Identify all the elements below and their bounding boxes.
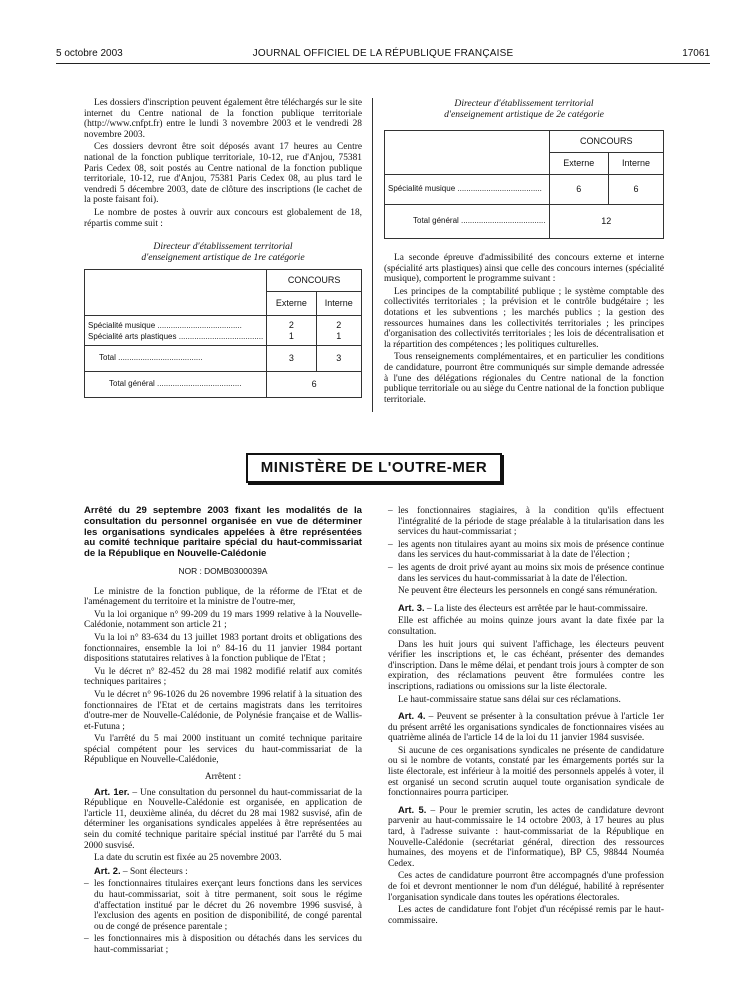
table1-caption bbox=[84, 241, 362, 263]
article-3 bbox=[388, 603, 664, 615]
decree-title: Arrêté du 29 septembre 2003 fixant les modalités de la consultation du personnel organisée en vue de déterminer les organisations syndicales appelées à être représentées au comité technique paritaire spécial du haut-commissariat de la République en Nouvelle-Calédonie bbox=[84, 505, 362, 560]
article-1 bbox=[84, 787, 362, 852]
article-2-label: Art. 2. bbox=[94, 864, 121, 876]
list-item: – les agents de droit privé ayant au moins six mois de présence continue dans les services du haut-commissariat à la date de l'élection. bbox=[388, 562, 664, 584]
article-4-text: – Peuvent se présenter à la consultation prévue à l'article 1er du présent arrêté les organisations syndicales de fonctionnaires visées au quatrième alinéa de l'article 14 de la loi du 11 janvier 1984 susvisée. bbox=[388, 712, 664, 744]
page-header bbox=[56, 48, 710, 62]
article-3-label: Art. 3. bbox=[398, 601, 425, 613]
table2-general-label-cell bbox=[385, 205, 550, 239]
table1-externe-header: Externe bbox=[267, 292, 316, 316]
visa-paragraph: Vu le décret n° 96-1026 du 26 novembre 1996 relatif à la situation des fonctionnaires de l'Etat et de certains magistrats dans les territoires d'outre-mer de Nouvelle-Calédonie, de Polynésie française et de Wallis-et-Futuna ; bbox=[84, 689, 362, 732]
table2-row-label-cell bbox=[385, 175, 550, 205]
header-date: 5 octobre 2003 bbox=[56, 48, 123, 59]
article-1-label: Art. 1er. bbox=[94, 785, 130, 797]
list-item-text: les fonctionnaires mis à disposition ou détachés dans les services du haut-commissariat ; bbox=[94, 934, 362, 955]
list-item-text: les agents non titulaires ayant au moins six mois de présence continue dans les services du haut-commissariat à la date de l'élection ; bbox=[398, 539, 664, 561]
table1-row-labels bbox=[85, 316, 267, 346]
bottom-left-column bbox=[84, 506, 362, 958]
paragraph: Si aucune de ces organisations syndicales ne présente de candidature ou si le nombre de votants, constaté par les émargements portés sur la liste électorale, est inférieur à la moitié des personnels appelés à voter, il est organisé un second scrutin auquel toute organisation syndicale de fonctionnaires pourra participer. bbox=[388, 745, 664, 799]
table1-total-label: Total ..... bbox=[99, 353, 203, 362]
table1-caption-line1: Directeur d'établissement territorial bbox=[153, 241, 293, 253]
table1-general-label: Total général ..... bbox=[109, 379, 242, 388]
table1-row-label: Spécialité arts plastiques ..... bbox=[88, 332, 263, 341]
visa-paragraph: Vu le décret n° 82-452 du 28 mai 1982 modifié relatif aux comités techniques paritaires ; bbox=[84, 666, 362, 688]
visa-paragraph: Vu l'arrêté du 5 mai 2000 instituant un comité technique paritaire spécial compétent pour les services du haut-commissariat de la République en Nouvelle-Calédonie, bbox=[84, 734, 362, 766]
table1-cell: 1 bbox=[288, 331, 294, 342]
table1-cell: 2 bbox=[336, 320, 342, 331]
list-item: – les fonctionnaires titulaires exerçant leurs fonctions dans les services du haut-commissariat, soit à titre permanent, soit sous le régime d'affectation institué par le décret du 26 novembre 1996 susvisé, à l'exclusion des agents en position de disponibilité, de congé parental ou de congé de présence parentale ; bbox=[84, 879, 362, 932]
article-4 bbox=[388, 711, 664, 744]
article-5-text: – Pour le premier scrutin, les actes de candidature devront parvenir au haut-commissaire le 14 octobre 2003, à 17 heures au plus tard, à l'adresse suivante : haut-commissariat de la République en Nouvelle-Calédonie (secrétariat général, direction des ressources humaines, des moyens et de l'informatique), BP C5, 98844 Nouméa Cedex. bbox=[388, 805, 664, 869]
table1-interne-header: Interne bbox=[316, 292, 361, 316]
table2 bbox=[384, 130, 664, 239]
list-item-text: les agents de droit privé ayant au moins six mois de présence continue dans les services du haut-commissariat à la date de l'élection. bbox=[398, 562, 664, 584]
article-5 bbox=[388, 805, 664, 870]
paragraph: La seconde épreuve d'admissibilité des concours externe et interne (spécialité arts plastiques) ainsi que celle des concours internes (spécialité musique), comportent le programme suivant : bbox=[384, 253, 664, 285]
table1-externe-values bbox=[267, 316, 316, 346]
table1-blank-head bbox=[85, 270, 267, 316]
list-item-text: les fonctionnaires stagiaires, à la condition qu'ils effectuent l'intégralité de la période de stage préalable à la titularisation dans les services du haut-commissariat ; bbox=[398, 506, 664, 538]
article-3-text: – La liste des électeurs est arrêtée par le haut-commissaire. bbox=[424, 603, 648, 614]
paragraph: Ces dossiers devront être soit déposés avant 17 heures au Centre national de la fonction publique territoriale, 10-12, rue d'Anjou, 75381 Paris Cedex 08, soit postés au Centre national de la fonction publique territoriale, 10-12, rue d'Anjou, 75381 Paris Cedex 08, au plus tard le vendredi 5 décembre 2003, date de clôture des inscriptions (le cachet de la poste faisant foi). bbox=[84, 142, 362, 206]
paragraph: Ne peuvent être électeurs les personnels en congé sans rémunération. bbox=[398, 586, 658, 597]
table2-caption bbox=[384, 98, 664, 120]
header-journal-title: JOURNAL OFFICIEL DE LA RÉPUBLIQUE FRANÇAISE bbox=[252, 48, 514, 59]
table1-general-value: 6 bbox=[267, 372, 362, 398]
table2-concours-header: CONCOURS bbox=[549, 131, 664, 153]
list-item: – les agents non titulaires ayant au moins six mois de présence continue dans les services du haut-commissariat à la date de l'élection ; bbox=[388, 539, 664, 561]
table2-caption-line1: Directeur d'établissement territorial bbox=[454, 98, 594, 109]
table1-general-label-cell bbox=[85, 372, 267, 398]
paragraph: La date du scrutin est fixée au 25 novembre 2003. bbox=[94, 853, 282, 864]
paragraph: Elle est affichée au moins quinze jours avant la date fixée par la consultation. bbox=[388, 616, 664, 637]
paragraph: Ces actes de candidature pourront être accompagnés d'une profession de foi et devront mentionner le nom d'un délégué, habilité à représenter l'organisation syndicale dans toutes les opérations électorales. bbox=[388, 871, 664, 903]
table2-general-value: 12 bbox=[549, 205, 664, 239]
table2-caption-line2: d'enseignement artistique de 2e catégorie bbox=[444, 109, 604, 120]
article-5-label: Art. 5. bbox=[398, 803, 427, 815]
arretent-heading: Arrêtent : bbox=[204, 772, 242, 783]
visa-paragraph: Vu la loi organique n° 99-209 du 19 mars 1999 relative à la Nouvelle-Calédonie, notamment son article 21 ; bbox=[84, 609, 362, 631]
ministry-heading: MINISTÈRE DE L'OUTRE-MER bbox=[246, 453, 502, 483]
table1-total-interne: 3 bbox=[316, 346, 361, 372]
top-right-column bbox=[384, 98, 664, 407]
table1-concours-header: CONCOURS bbox=[267, 270, 362, 292]
visa-paragraph: Le ministre de la fonction publique, de la réforme de l'Etat et de l'aménagement du territoire et la ministre de l'outre-mer, bbox=[84, 586, 362, 608]
table1-caption-line2: d'enseignement artistique de 1re catégorie bbox=[141, 252, 305, 264]
visa-paragraph: Vu la loi n° 83-634 du 13 juillet 1983 portant droits et obligations des fonctionnaires, ensemble la loi n° 84-16 du 11 janvier 1984 portant dispositions statutaires relatives à la fonction publique de l'Etat ; bbox=[84, 632, 362, 665]
table2-row-label: Spécialité musique ..... bbox=[388, 184, 542, 193]
table2-externe-header: Externe bbox=[549, 153, 609, 175]
article-2 bbox=[84, 866, 362, 878]
paragraph: Les principes de la comptabilité publique ; le système comptable des collectivités territoriales ; la prévision et le contrôle budgétaire ; les dotations et les subventions ; les marchés publics ; la gestion des ressources humaines dans les collectivités territoriales ; les principes d'organisation des collectivités territoriales ; les lois de décentralisation et la répartition des compétences ; les politiques culturelles. bbox=[384, 286, 664, 350]
list-item: – les fonctionnaires mis à disposition ou détachés dans les services du haut-commissariat ; bbox=[84, 934, 362, 955]
paragraph: Dans les huit jours qui suivent l'affichage, les électeurs peuvent vérifier les inscriptions et, le cas échéant, présenter des demandes d'inscription. Dans le même délai, et pendant trois jours à compter de son expiration, des réclamations peuvent être formulées contre les inscriptions, radiations ou omissions sur la liste électorale. bbox=[388, 639, 664, 692]
table1-cell: 2 bbox=[288, 320, 294, 331]
list-item: – les fonctionnaires stagiaires, à la condition qu'ils effectuent l'intégralité de la période de stage préalable à la titularisation dans les services du haut-commissariat ; bbox=[388, 506, 664, 538]
table1-interne-values bbox=[316, 316, 361, 346]
table1-cell: 1 bbox=[336, 331, 342, 342]
paragraph: Tous renseignements complémentaires, et en particulier les conditions de candidature, pourront être communiqués sur simple demande adressée à l'une des délégations régionales du Centre national de la fonction publique territoriale ou au siège du Centre national de la fonction publique territoriale. bbox=[384, 352, 664, 405]
paragraph: Les dossiers d'inscription peuvent également être téléchargés sur le site internet du Centre national de la fonction publique territoriale (http://www.cnfpt.fr) entre le lundi 3 novembre 2003 et le vendredi 28 novembre 2003. bbox=[84, 98, 362, 140]
nor-reference: NOR : DOMB0300039A bbox=[178, 565, 268, 576]
top-left-column bbox=[84, 98, 362, 398]
table1-row-label: Spécialité musique ..... bbox=[88, 321, 242, 330]
header-rule bbox=[56, 63, 710, 64]
table2-blank-head bbox=[385, 131, 550, 175]
column-divider bbox=[372, 98, 373, 412]
paragraph: Le nombre de postes à ouvrir aux concours est globalement de 18, répartis comme suit : bbox=[84, 207, 362, 229]
paragraph: Le haut-commissaire statue sans délai sur ces réclamations. bbox=[398, 694, 621, 705]
table2-interne-header: Interne bbox=[609, 153, 664, 175]
table1-total-externe: 3 bbox=[267, 346, 316, 372]
table2-row-externe: 6 bbox=[549, 175, 609, 205]
table1-total-label-cell bbox=[85, 346, 267, 372]
header-page-number: 17061 bbox=[682, 48, 710, 59]
bottom-right-column bbox=[388, 506, 664, 928]
list-item-text: les fonctionnaires titulaires exerçant leurs fonctions dans les services du haut-commissariat, soit à titre permanent, soit sous le régime d'affectation institué par le décret du 26 novembre 1996 susvisé, à l'exclusion des agents en position de disponibilité, de congé parental ou de congé de présence parentale ; bbox=[94, 879, 362, 932]
article-4-label: Art. 4. bbox=[398, 710, 426, 722]
table2-general-label: Total général ..... bbox=[413, 216, 546, 225]
article-1-text: – Une consultation du personnel du haut-commissariat de la République en Nouvelle-Calédonie est organisée, en application de l'article 11, deuxième alinéa, du décret du 28 mai 1982 susvisé, afin de déterminer les organisations syndicales appelées à être représentées au sein du comité technique paritaire spécial institué par l'arrêté du 5 mai 2000 susvisé. bbox=[84, 787, 362, 851]
article-2-text: – Sont électeurs : bbox=[120, 866, 188, 877]
table1 bbox=[84, 269, 362, 398]
paragraph: Les actes de candidature font l'objet d'un récépissé remis par le haut-commissaire. bbox=[388, 905, 664, 926]
table2-row-interne: 6 bbox=[609, 175, 664, 205]
